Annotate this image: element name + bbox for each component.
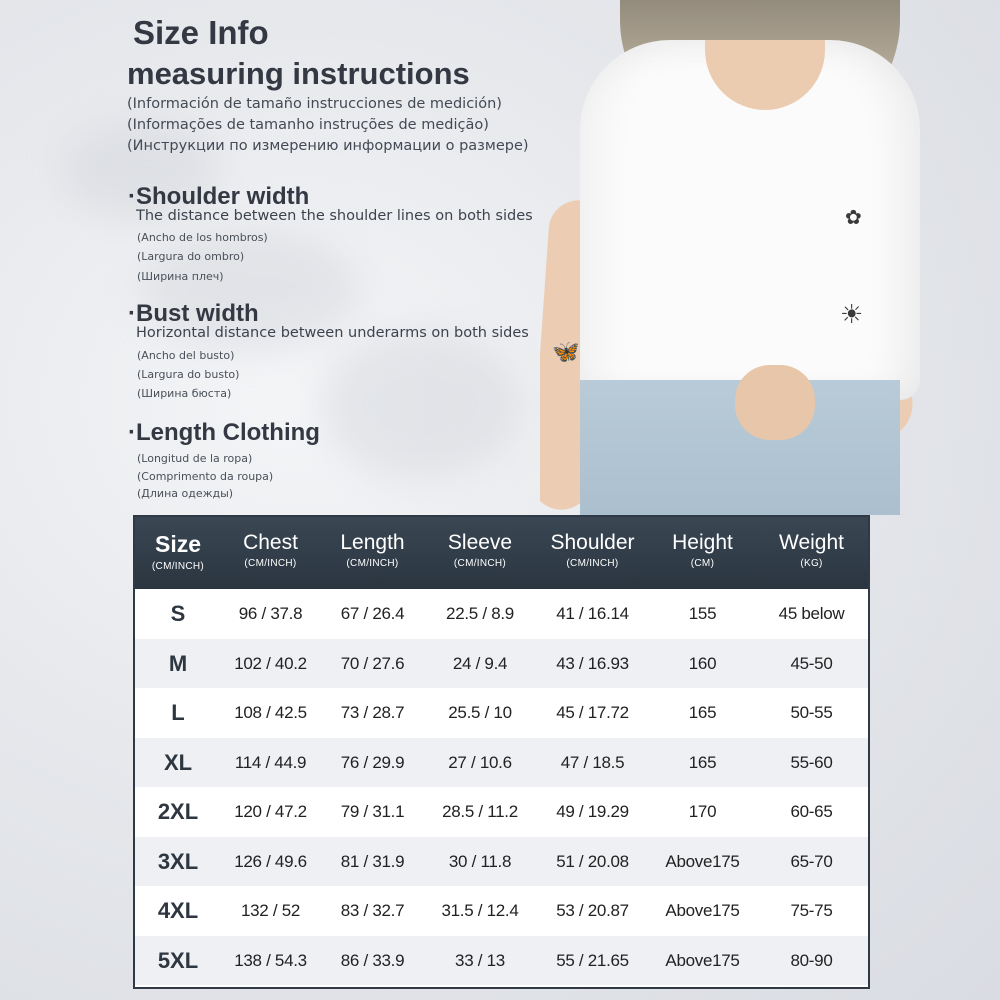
table-cell: 70 / 27.6 bbox=[340, 653, 405, 673]
size-chart-table bbox=[133, 515, 870, 989]
model-photo bbox=[540, 0, 1000, 515]
section-translation: (Longitud de la ropa) bbox=[137, 452, 253, 465]
table-cell: Above175 bbox=[665, 901, 740, 920]
column-header-length bbox=[320, 517, 425, 589]
table-cell: 22.5 / 8.9 bbox=[446, 604, 514, 623]
table-row bbox=[135, 589, 868, 639]
size-label: L bbox=[171, 700, 185, 725]
column-unit: (CM/INCH) bbox=[151, 561, 205, 572]
section-translation: (Largura do ombro) bbox=[137, 250, 245, 263]
column-label: Shoulder bbox=[550, 531, 635, 554]
size-label: XL bbox=[163, 749, 193, 775]
translation-line: (Informações de tamanho instruções de medição) bbox=[127, 117, 489, 133]
sun-tattoo-icon: ☀ bbox=[840, 300, 864, 330]
column-label: Length bbox=[340, 531, 405, 554]
size-label: M bbox=[168, 650, 188, 676]
section-translation: (Ширина плеч) bbox=[137, 270, 224, 283]
column-header-sleeve bbox=[425, 517, 535, 589]
column-unit: (CM/INCH) bbox=[453, 558, 507, 569]
section-title-bust: ·Bust width bbox=[128, 300, 259, 327]
background-texture bbox=[320, 330, 520, 480]
translation-line: (Инструкции по измерению информации о размере) bbox=[127, 138, 529, 154]
table-cell: 24 / 9.4 bbox=[452, 653, 508, 673]
table-cell: 126 / 49.6 bbox=[234, 851, 307, 871]
table-cell: 73 / 28.7 bbox=[340, 703, 405, 722]
table-cell: 25.5 / 10 bbox=[448, 703, 512, 722]
section-description-bust: Horizontal distance between underarms on both sides bbox=[136, 325, 529, 341]
table-cell: 50-55 bbox=[790, 703, 833, 722]
column-unit: (CM) bbox=[690, 558, 715, 569]
table-cell: 51 / 20.08 bbox=[556, 851, 629, 871]
size-label: S bbox=[170, 601, 186, 626]
section-translation: (Ancho de los hombros) bbox=[137, 231, 268, 244]
section-description-shoulder: The distance between the shoulder lines on both sides bbox=[136, 208, 533, 224]
table-cell: 45 below bbox=[778, 604, 845, 623]
table-cell: 120 / 47.2 bbox=[234, 802, 307, 821]
table-cell: 43 / 16.93 bbox=[556, 653, 629, 673]
table-row bbox=[135, 688, 868, 738]
table-row bbox=[135, 936, 868, 986]
table-row bbox=[135, 886, 868, 936]
table-cell: 96 / 37.8 bbox=[238, 604, 303, 623]
table-cell: 155 bbox=[688, 604, 717, 623]
table-cell: 165 bbox=[688, 752, 717, 772]
table-cell: 114 / 44.9 bbox=[234, 752, 307, 772]
section-translation: (Ancho del busto) bbox=[137, 349, 235, 362]
table-header bbox=[135, 517, 868, 589]
table-cell: 31.5 / 12.4 bbox=[441, 901, 519, 920]
size-label: 3XL bbox=[157, 848, 199, 874]
table-cell: 49 / 19.29 bbox=[556, 802, 629, 821]
column-label: Chest bbox=[243, 531, 298, 554]
table-cell: 86 / 33.9 bbox=[340, 950, 405, 970]
table-cell: 55-60 bbox=[790, 752, 833, 772]
table-cell: 108 / 42.5 bbox=[234, 703, 307, 722]
table-row bbox=[135, 787, 868, 837]
column-header-weight bbox=[755, 517, 868, 589]
table-cell: 83 / 32.7 bbox=[340, 901, 405, 920]
section-translation: (Длина одежды) bbox=[137, 487, 234, 500]
table-cell: 138 / 54.3 bbox=[234, 950, 307, 970]
palm-tattoo-icon: ✿ bbox=[845, 205, 862, 229]
translation-line: (Información de tamaño instrucciones de medición) bbox=[127, 96, 502, 112]
size-label: 5XL bbox=[157, 947, 199, 973]
table-cell: Above175 bbox=[665, 851, 740, 871]
table-cell: 80-90 bbox=[790, 950, 833, 970]
table-cell: 65-70 bbox=[790, 851, 833, 871]
page-subtitle: measuring instructions bbox=[127, 56, 470, 91]
table-row bbox=[135, 837, 868, 887]
column-header-size bbox=[135, 517, 221, 589]
butterfly-tattoo-icon: 🦋 bbox=[552, 340, 580, 365]
table-cell: 45-50 bbox=[790, 653, 833, 673]
table-cell: 102 / 40.2 bbox=[234, 653, 307, 673]
table-cell: 47 / 18.5 bbox=[560, 752, 625, 772]
section-translation: (Largura do busto) bbox=[137, 368, 240, 381]
table-cell: 53 / 20.87 bbox=[556, 901, 629, 920]
table-cell: 28.5 / 11.2 bbox=[442, 802, 518, 821]
size-label: 2XL bbox=[157, 799, 199, 824]
size-label: 4XL bbox=[157, 898, 199, 923]
table-row bbox=[135, 639, 868, 689]
table-cell: 33 / 13 bbox=[455, 950, 505, 970]
table-cell: 60-65 bbox=[790, 802, 833, 821]
column-unit: (KG) bbox=[800, 558, 823, 569]
column-label: Height bbox=[672, 531, 733, 554]
page-title: Size Info bbox=[133, 14, 269, 51]
column-unit: (CM/INCH) bbox=[346, 558, 399, 569]
table-cell: 45 / 17.72 bbox=[556, 703, 629, 722]
table-cell: Above175 bbox=[665, 950, 740, 970]
column-header-shoulder bbox=[535, 517, 650, 589]
column-header-chest bbox=[221, 517, 320, 589]
table-cell: 41 / 16.14 bbox=[556, 604, 629, 623]
table-cell: 76 / 29.9 bbox=[340, 752, 405, 772]
table-cell: 170 bbox=[688, 802, 717, 821]
table-row bbox=[135, 738, 868, 788]
column-unit: (CM/INCH) bbox=[244, 558, 297, 569]
section-translation: (Comprimento da roupa) bbox=[137, 470, 274, 483]
table-cell: 81 / 31.9 bbox=[340, 851, 405, 871]
section-title-length: ·Length Clothing bbox=[128, 419, 320, 446]
table-cell: 27 / 10.6 bbox=[448, 752, 512, 772]
table-cell: 79 / 31.1 bbox=[340, 802, 405, 821]
table-cell: 30 / 11.8 bbox=[448, 851, 512, 871]
column-label: Size bbox=[154, 531, 202, 557]
table-cell: 75-75 bbox=[790, 901, 833, 920]
model-hand bbox=[735, 365, 815, 440]
section-title-shoulder: ·Shoulder width bbox=[128, 183, 310, 210]
table-cell: 160 bbox=[688, 653, 717, 673]
section-translation: (Ширина бюста) bbox=[137, 387, 232, 400]
table-cell: 132 / 52 bbox=[240, 901, 301, 920]
column-label: Weight bbox=[779, 531, 844, 554]
column-header-height bbox=[650, 517, 755, 589]
table-cell: 165 bbox=[688, 703, 717, 722]
table-cell: 67 / 26.4 bbox=[340, 604, 405, 623]
table-cell: 55 / 21.65 bbox=[556, 950, 629, 970]
column-label: Sleeve bbox=[447, 531, 513, 554]
column-unit: (CM/INCH) bbox=[566, 558, 619, 569]
